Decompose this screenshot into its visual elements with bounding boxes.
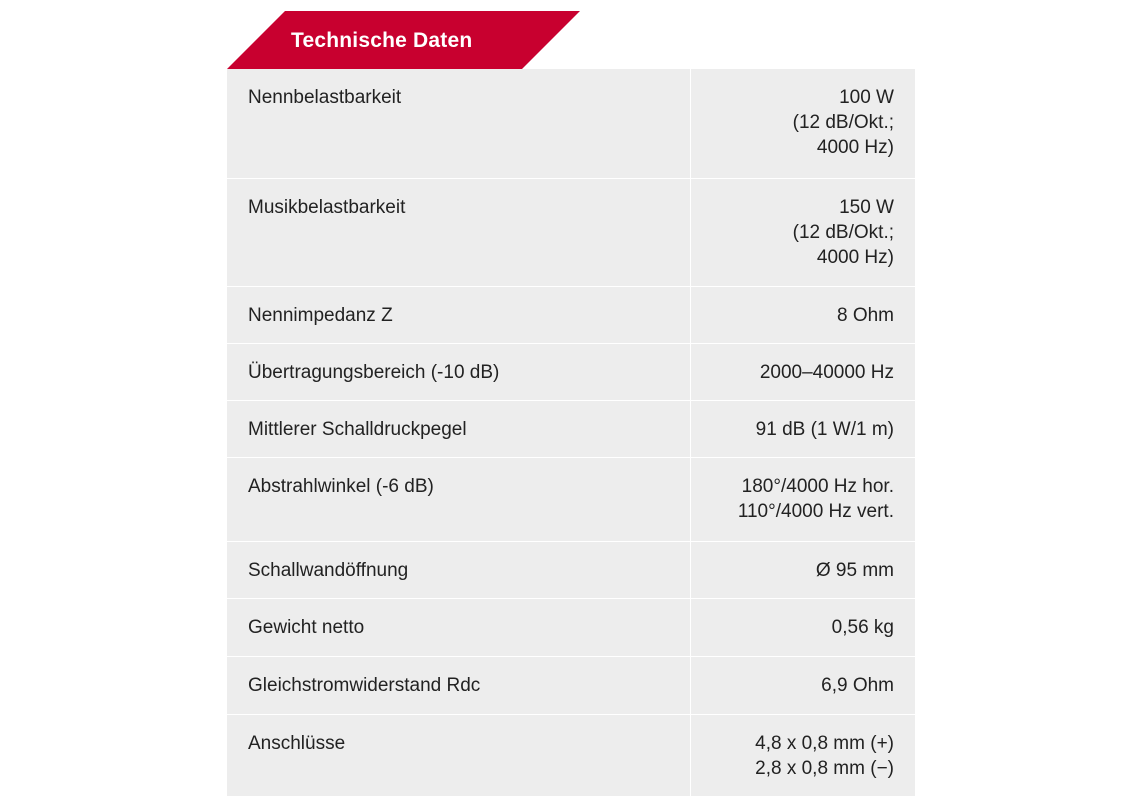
spec-label: Schallwandöffnung xyxy=(227,541,690,598)
spec-value-line: 4,8 x 0,8 mm (+) xyxy=(755,732,894,754)
spec-label: Übertragungsbereich (-10 dB) xyxy=(227,343,690,400)
spec-value-line: 100 W xyxy=(839,87,894,108)
spec-row xyxy=(227,541,915,598)
spec-value-line: Ø 95 mm xyxy=(815,559,894,581)
spec-value xyxy=(690,656,915,714)
spec-label: Nennbelastbarkeit xyxy=(227,69,690,178)
spec-value-line: 2,8 x 0,8 mm (−) xyxy=(755,757,894,779)
spec-row xyxy=(227,400,915,457)
spec-row xyxy=(227,656,915,714)
spec-value xyxy=(690,178,915,286)
spec-row xyxy=(227,286,915,343)
spec-row xyxy=(227,69,915,178)
spec-value-line: 4000 Hz) xyxy=(816,137,894,158)
spec-value-line: 91 dB (1 W/1 m) xyxy=(755,418,894,440)
spec-row xyxy=(227,714,915,796)
spec-value-line: 4000 Hz) xyxy=(816,246,894,268)
spec-value xyxy=(690,457,915,541)
spec-value-line: 150 W xyxy=(839,196,894,218)
spec-value-line: 180°/4000 Hz hor. xyxy=(741,475,894,497)
spec-value xyxy=(690,69,915,178)
spec-label: Musikbelastbarkeit xyxy=(227,178,690,286)
spec-value xyxy=(690,541,915,598)
spec-value-line: (12 dB/Okt.; xyxy=(792,112,894,133)
spec-value xyxy=(690,343,915,400)
spec-value xyxy=(690,598,915,656)
spec-value-line: 110°/4000 Hz vert. xyxy=(737,500,894,522)
spec-row xyxy=(227,457,915,541)
spec-value-line: 0,56 kg xyxy=(831,616,894,638)
spec-value xyxy=(690,400,915,457)
spec-row xyxy=(227,178,915,286)
spec-value-line: 2000–40000 Hz xyxy=(759,361,894,383)
spec-label: Anschlüsse xyxy=(227,714,690,796)
spec-label: Nennimpedanz Z xyxy=(227,286,690,343)
section-title: Technische Daten xyxy=(291,29,473,52)
spec-table xyxy=(227,69,915,796)
spec-label: Mittlerer Schalldruckpegel xyxy=(227,400,690,457)
spec-label: Gleichstromwiderstand Rdc xyxy=(227,656,690,714)
spec-row xyxy=(227,598,915,656)
spec-row xyxy=(227,343,915,400)
spec-label: Abstrahlwinkel (-6 dB) xyxy=(227,457,690,541)
spec-value-line: 6,9 Ohm xyxy=(821,674,894,696)
spec-value xyxy=(690,286,915,343)
spec-value-line: (12 dB/Okt.; xyxy=(792,221,894,243)
spec-value xyxy=(690,714,915,796)
spec-table-body xyxy=(227,69,915,796)
spec-label: Gewicht netto xyxy=(227,598,690,656)
spec-value-line: 8 Ohm xyxy=(836,304,894,326)
